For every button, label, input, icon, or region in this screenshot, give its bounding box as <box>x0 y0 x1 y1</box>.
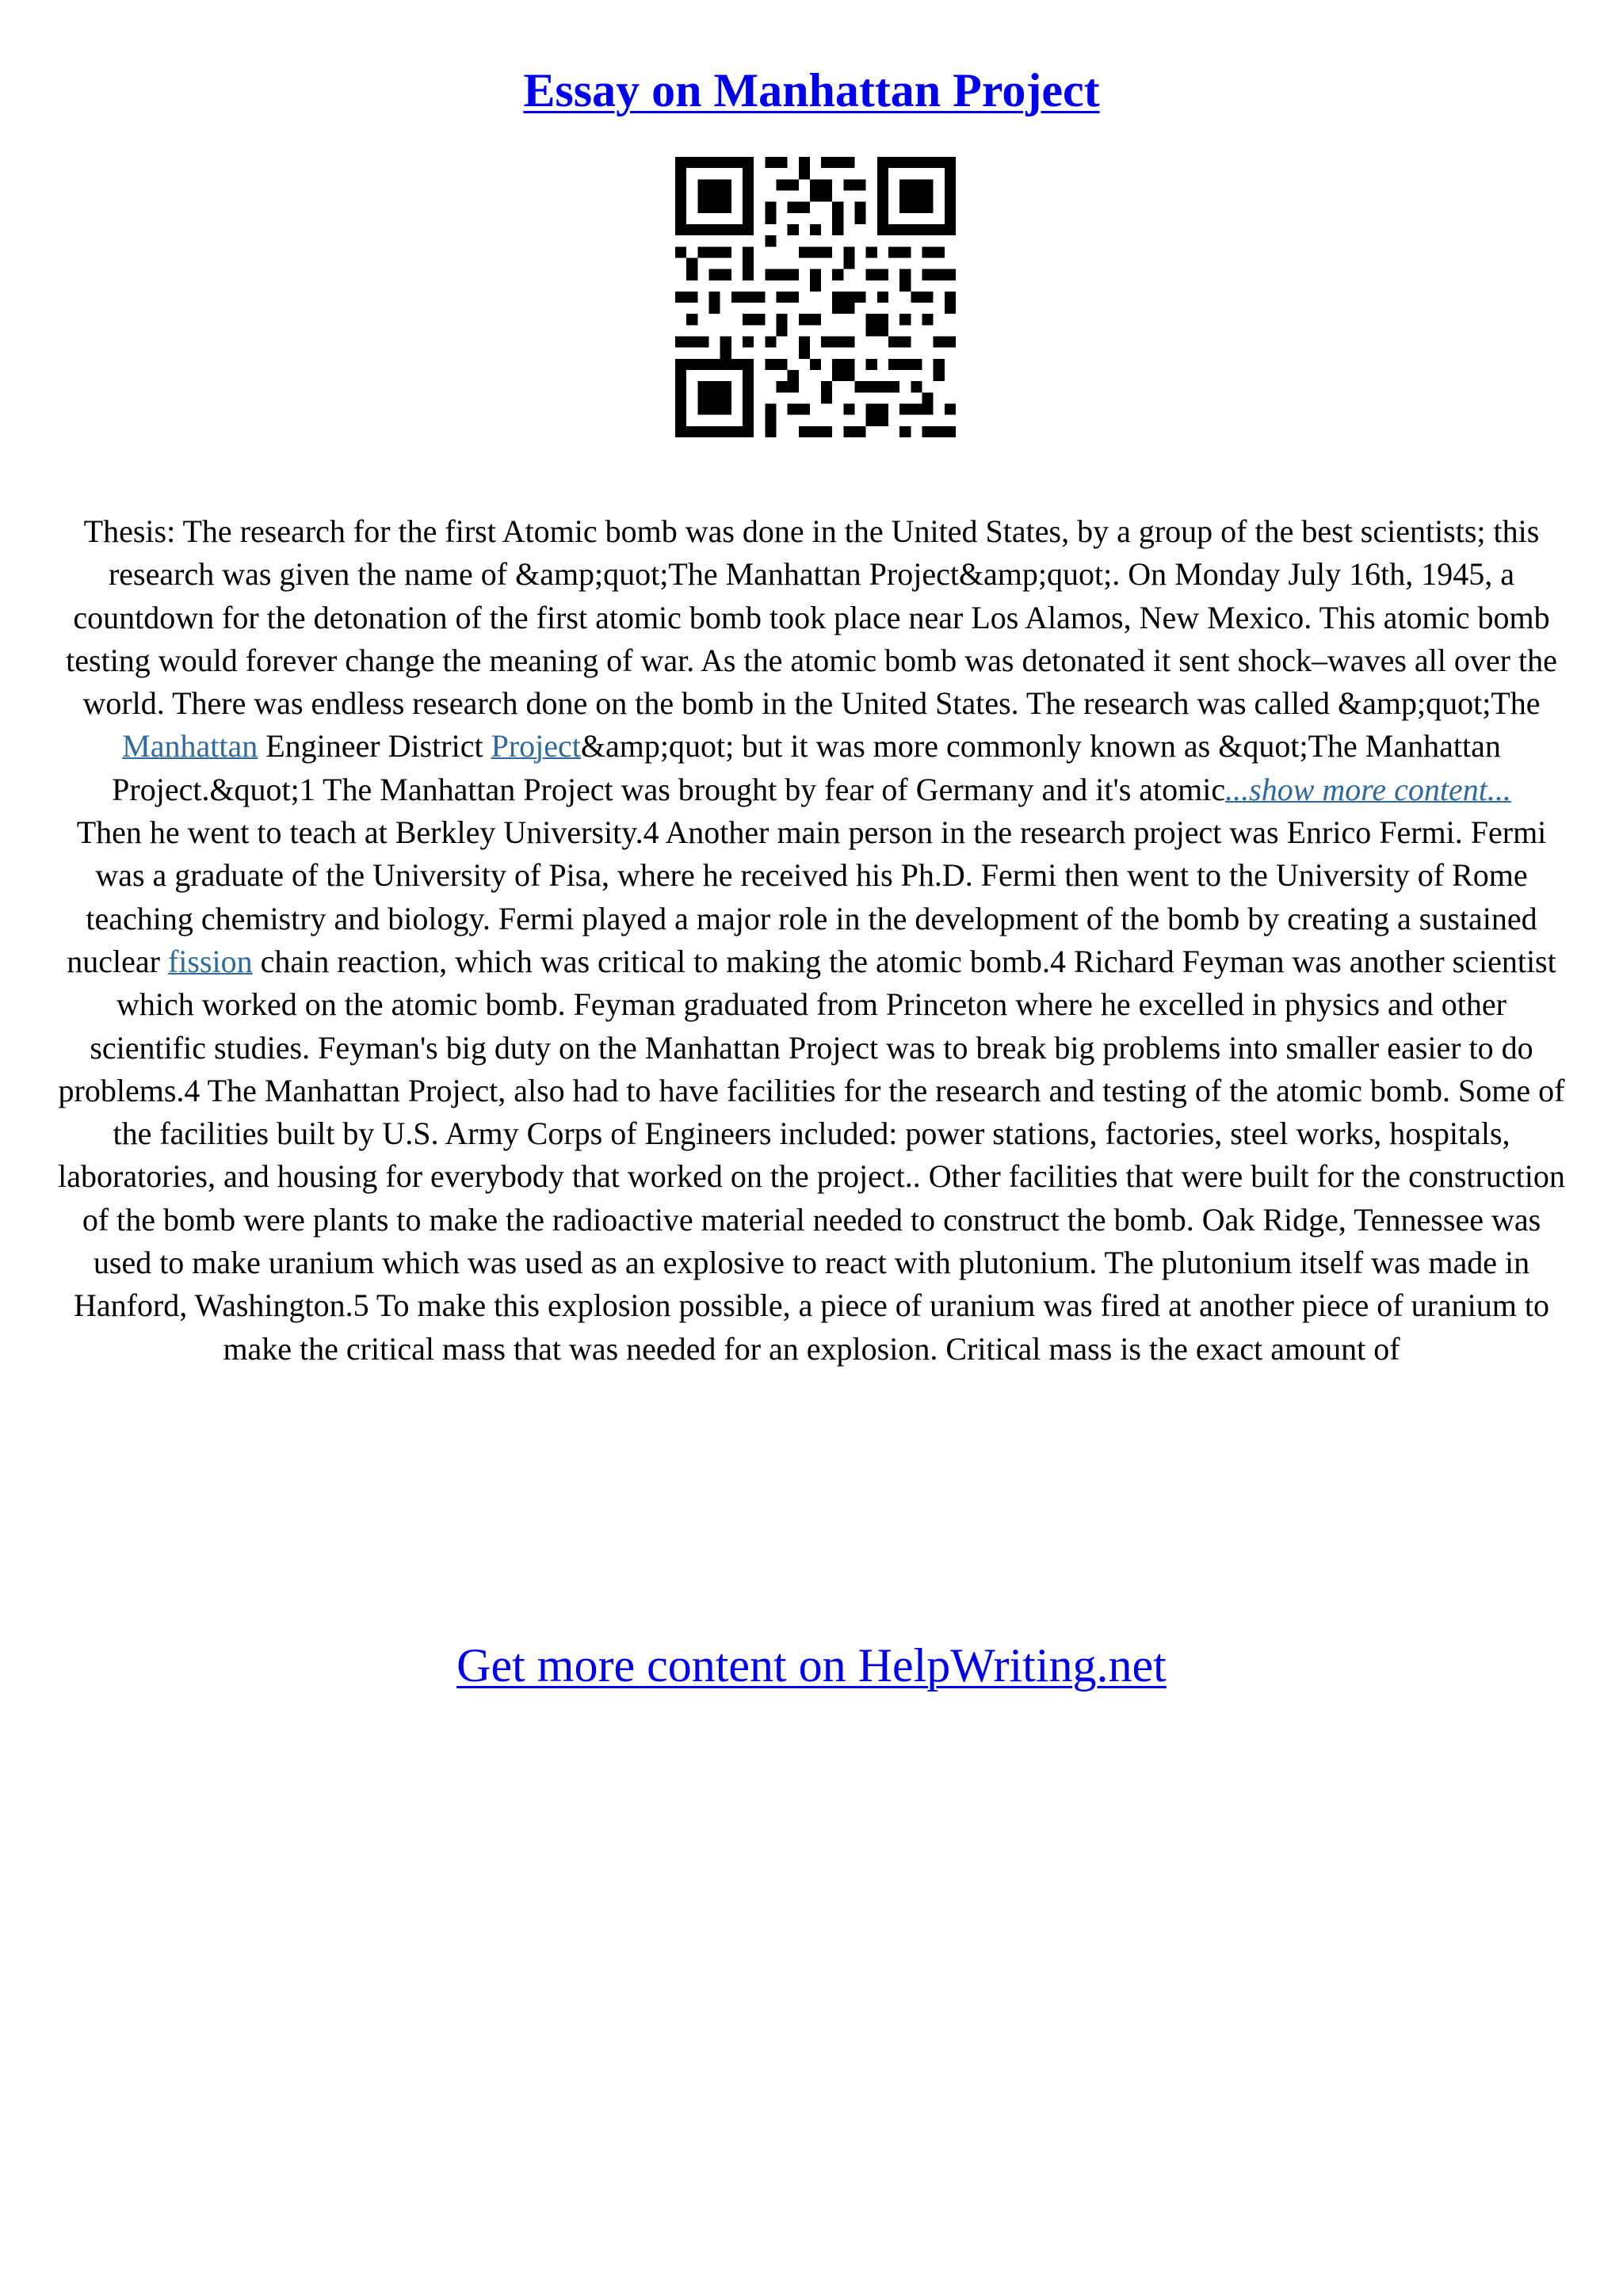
qr-code-icon <box>675 157 956 437</box>
essay-paragraph-1 <box>55 510 1568 811</box>
paragraph-text: Engineer District <box>258 728 491 765</box>
get-more-content-link[interactable]: Get more content on HelpWriting.net <box>456 1639 1167 1691</box>
project-link[interactable]: Project <box>491 728 581 765</box>
paragraph-text: Then he went to teach at Berkley University.4 Another main person in the research project was Enrico Fermi. Fermi was a graduate of the University of Pisa, where he received his Ph.D. Fermi then went to the University of Rome teaching chemistry and biology. Fermi played a major role in the development of the bomb by creating a sustained nuclear <box>67 814 1547 979</box>
paragraph-text: chain reaction, which was critical to making the atomic bomb.4 Richard Feyman was another scientist which worked on the atomic bomb. Feyman graduated from Princeton where he excelled in physics and other scientific studies. Feyman's big duty on the Manhattan Project was to break big problems into smaller easier to do problems.4 The Manhattan Project, also had to have facilities for the research and testing of the atomic bomb. Some of the facilities built by U.S. Army Corps of Engineers included: power stations, factories, steel works, hospitals, laboratories, and housing for everybody that worked on the project.. Other facilities that were built for the construction of the bomb were plants to make the radioactive material needed to construct the bomb. Oak Ridge, Tennessee was used to make uranium which was used as an explosive to react with plutonium. The plutonium itself was made in Hanford, Washington.5 To make this explosion possible, a piece of uranium was fired at another piece of uranium to make the critical mass that was needed for an explosion. Critical mass is the exact amount of <box>58 943 1565 1367</box>
paragraph-text: Thesis: The research for the first Atomic bomb was done in the United States, by a group of the best scientists; this research was given the name of &amp;quot;The Manhattan Project&amp;quot;. On Monday July 16th, 1945, a countdown for the detonation of the first atomic bomb took place near Los Alamos, New Mexico. This atomic bomb testing would forever change the meaning of war. As the atomic bomb was detonated it sent shock–waves all over the world. There was endless research done on the bomb in the United States. The research was called &amp;quot;The <box>66 513 1557 722</box>
paragraph-text: &amp;quot; but it was more commonly known as &quot;The Manhattan Project.&quot;1 The Manhattan Project was brought by fear of Germany and it's atomic <box>112 728 1501 807</box>
fission-link[interactable]: fission <box>167 943 253 979</box>
show-more-link[interactable]: ...show more content... <box>1225 771 1511 807</box>
footer <box>0 1634 1623 1697</box>
essay-body <box>55 510 1568 1371</box>
manhattan-link[interactable]: Manhattan <box>122 728 258 765</box>
title-link[interactable]: Essay on Manhattan Project <box>523 64 1100 116</box>
page-title <box>0 59 1623 122</box>
essay-paragraph-2 <box>55 811 1568 1371</box>
